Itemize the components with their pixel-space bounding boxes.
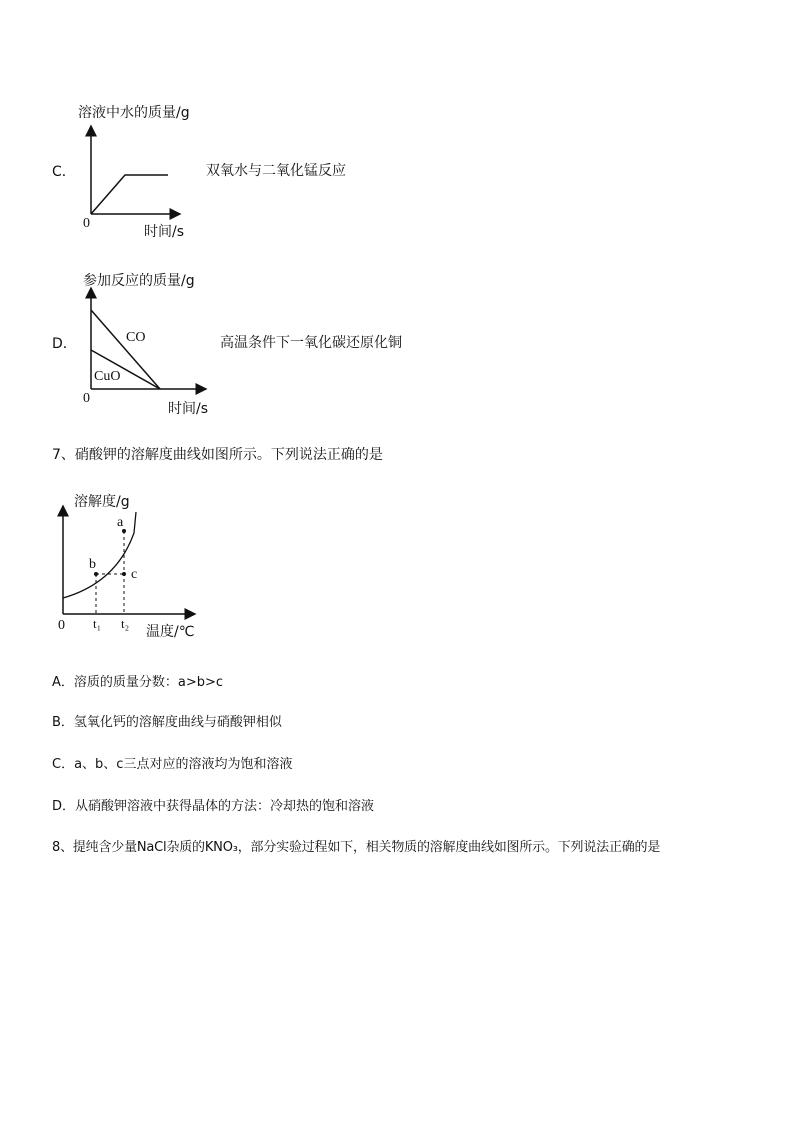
option-c-letter: C． (52, 164, 76, 180)
option-c-y-axis-label: 溶液中水的质量/g (78, 105, 190, 121)
tick-t1: t₁ (93, 616, 102, 631)
option-c-x-axis-label: 时间/s (144, 224, 185, 240)
solubility-curve (63, 512, 136, 598)
q7-x-axis-label: 温度/℃ (146, 624, 195, 640)
point-c (122, 572, 126, 576)
option-d-x-axis-label: 时间/s (168, 401, 209, 417)
point-a-label: a (117, 515, 124, 530)
co-label: CO (126, 330, 146, 345)
point-c-label: c (131, 567, 138, 582)
q7-option-b: B．氢氧化钙的溶解度曲线与硝酸钾相似 (52, 715, 282, 730)
option-d-origin: 0 (83, 391, 90, 406)
point-b (94, 572, 98, 576)
option-c-caption: 双氧水与二氧化锰反应 (206, 163, 346, 179)
tick-t2: t₂ (121, 616, 130, 631)
cuo-label: CuO (94, 369, 121, 384)
option-d-letter: D． (52, 336, 77, 352)
q7-option-c: C．a、b、c三点对应的溶液均为饱和溶液 (52, 757, 293, 772)
q7-y-axis-label: 溶解度/g (74, 494, 130, 510)
point-b-label: b (89, 557, 96, 572)
q7-origin: 0 (58, 618, 65, 633)
q7-option-d: D．从硝酸钾溶液中获得晶体的方法：冷却热的饱和溶液 (52, 799, 375, 814)
q7-question: 7、硝酸钾的溶解度曲线如图所示。下列说法正确的是 (52, 447, 383, 463)
option-d-y-axis-label: 参加反应的质量/g (83, 273, 195, 289)
option-c-origin: 0 (83, 216, 90, 231)
q7-solubility-graph (56, 500, 236, 640)
option-d-caption: 高温条件下一氧化碳还原化铜 (220, 335, 402, 351)
q7-option-a: A．溶质的质量分数：a>b>c (52, 675, 224, 690)
q8-question: 8、提纯含少量NaCl杂质的KNO₃，部分实验过程如下，相关物质的溶解度曲线如图所示。下列说法正确的是 (52, 840, 661, 855)
water-mass-line (91, 175, 168, 214)
